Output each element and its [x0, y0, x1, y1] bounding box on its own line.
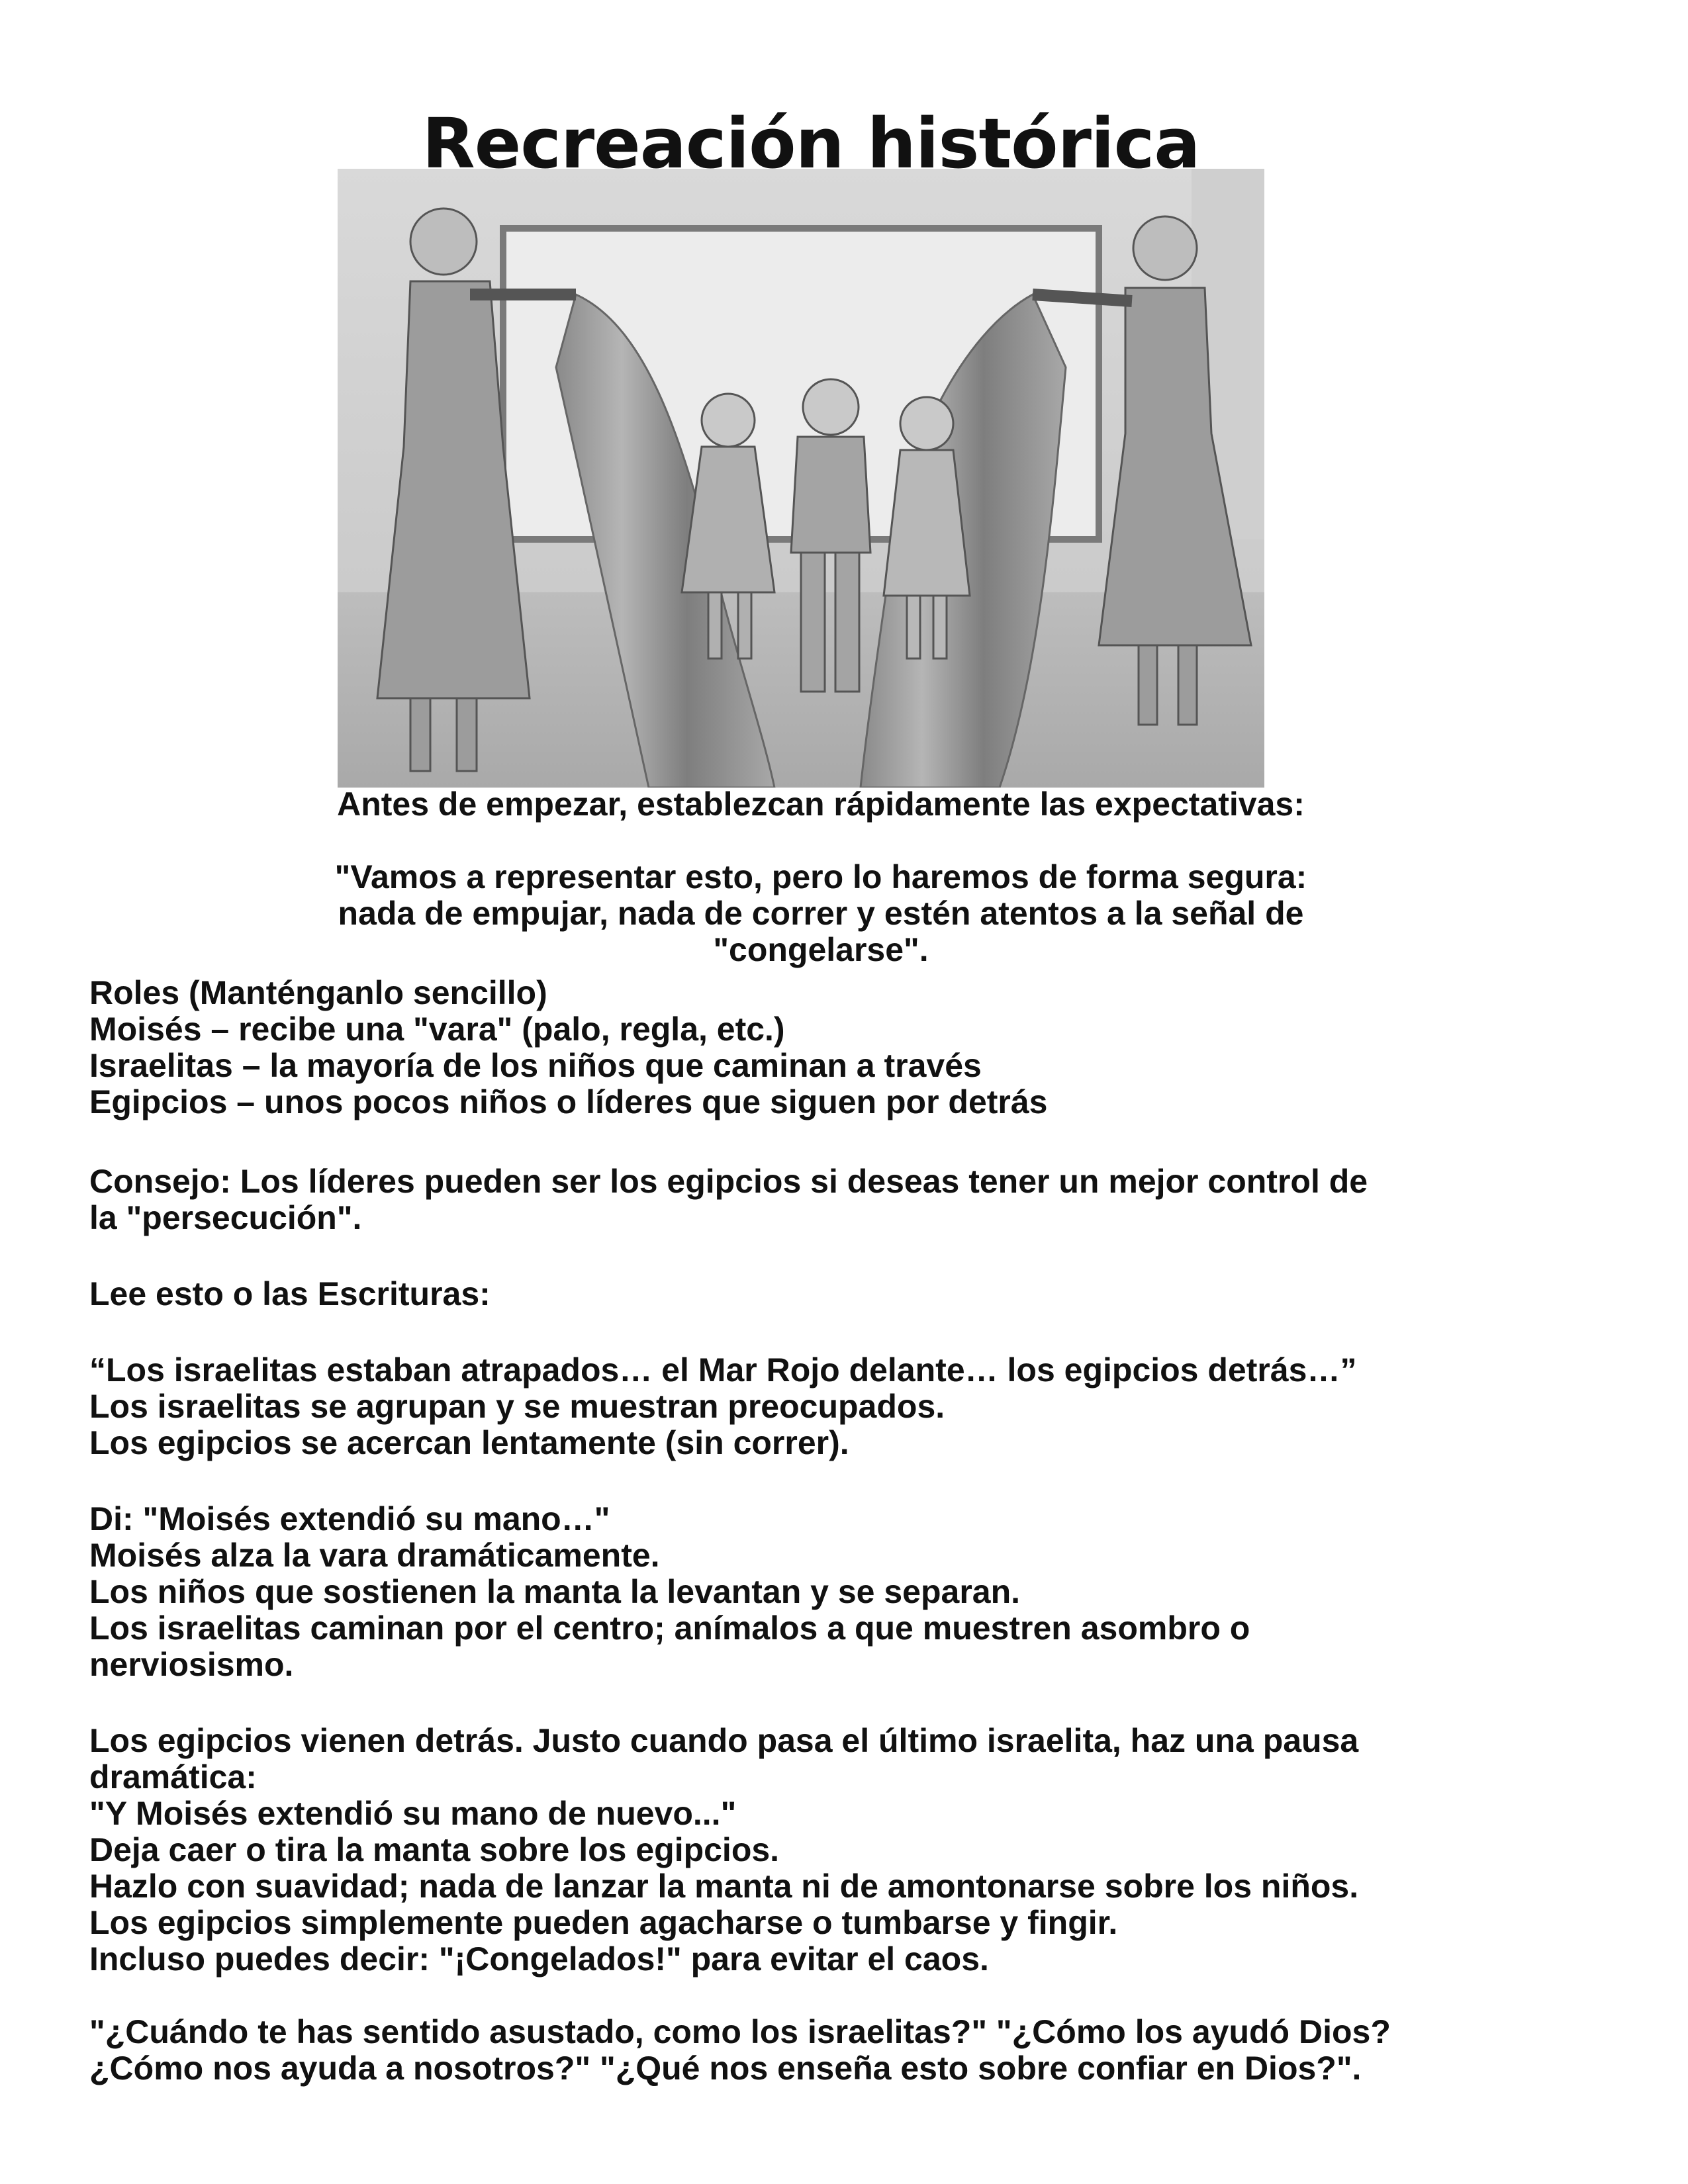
page-title: Recreación histórica [422, 103, 1200, 184]
role-line: Israelitas – la mayoría de los niños que caminan a través [89, 1047, 982, 1084]
scene-line: "Y Moisés extendió su mano de nuevo..." [89, 1795, 737, 1832]
scene-line: Los israelitas se agrupan y se muestran preocupados. [89, 1388, 945, 1425]
scene-line: nerviosismo. [89, 1646, 294, 1683]
tip-section [89, 1163, 1612, 1236]
scene-line: Los niños que sostienen la manta la levantan y se separan. [89, 1573, 1021, 1610]
quote-line: "congelarse". [713, 931, 929, 968]
scene-line: “Los israelitas estaban atrapados… el Mar Rojo delante… los egipcios detrás…” [89, 1351, 1357, 1388]
scene-line: Los egipcios se acercan lentamente (sin correr). [89, 1424, 849, 1461]
role-line: Egipcios – unos pocos niños o líderes que siguen por detrás [89, 1083, 1048, 1120]
quote-line: "Vamos a representar esto, pero lo haremos de forma segura: [334, 858, 1307, 895]
scene-line: dramática: [89, 1758, 257, 1796]
scene-3 [89, 1723, 1612, 1978]
scene-line: Incluso puedes decir: "¡Congelados!" para evitar el caos. [89, 1940, 989, 1978]
read-instruction: Lee esto o las Escrituras: [89, 1275, 491, 1312]
quote-line: nada de empujar, nada de correr y estén atentos a la señal de [338, 895, 1304, 932]
role-line: Moisés – recibe una "vara" (palo, regla, etc.) [89, 1011, 785, 1048]
scene-2 [89, 1501, 1612, 1683]
tip-line: Consejo: Los líderes pueden ser los egipcios si deseas tener un mejor control de [89, 1163, 1368, 1200]
scene-line: Moisés alza la vara dramáticamente. [89, 1537, 660, 1574]
scene-line: Los egipcios simplemente pueden agacharse o tumbarse y fingir. [89, 1904, 1118, 1941]
illustration-image [338, 169, 1264, 788]
scene-line: Di: "Moisés extendió su mano…" [89, 1500, 610, 1537]
safety-quote [199, 859, 1443, 968]
discussion-questions [89, 2014, 1612, 2087]
tip-line: la "persecución". [89, 1199, 362, 1236]
scene-line: Hazlo con suavidad; nada de lanzar la manta ni de amontonarse sobre los niños. [89, 1868, 1359, 1905]
scene-1 [89, 1352, 1612, 1461]
intro-text: Antes de empezar, establezcan rápidamente las expectativas: [337, 786, 1305, 823]
scene-line: Los egipcios vienen detrás. Justo cuando pasa el último israelita, haz una pausa [89, 1722, 1359, 1759]
roles-heading: Roles (Manténganlo sencillo) [89, 974, 547, 1011]
scene-line: Los israelitas caminan por el centro; anímalos a que muestren asombro o [89, 1610, 1250, 1647]
question-line: ¿Cómo nos ayuda a nosotros?" "¿Qué nos enseña esto sobre confiar en Dios?". [89, 2050, 1362, 2087]
roles-section [89, 975, 1612, 1120]
scene-line: Deja caer o tira la manta sobre los egipcios. [89, 1831, 780, 1868]
question-line: "¿Cuándo te has sentido asustado, como los israelitas?" "¿Cómo los ayudó Dios? [89, 2013, 1391, 2050]
